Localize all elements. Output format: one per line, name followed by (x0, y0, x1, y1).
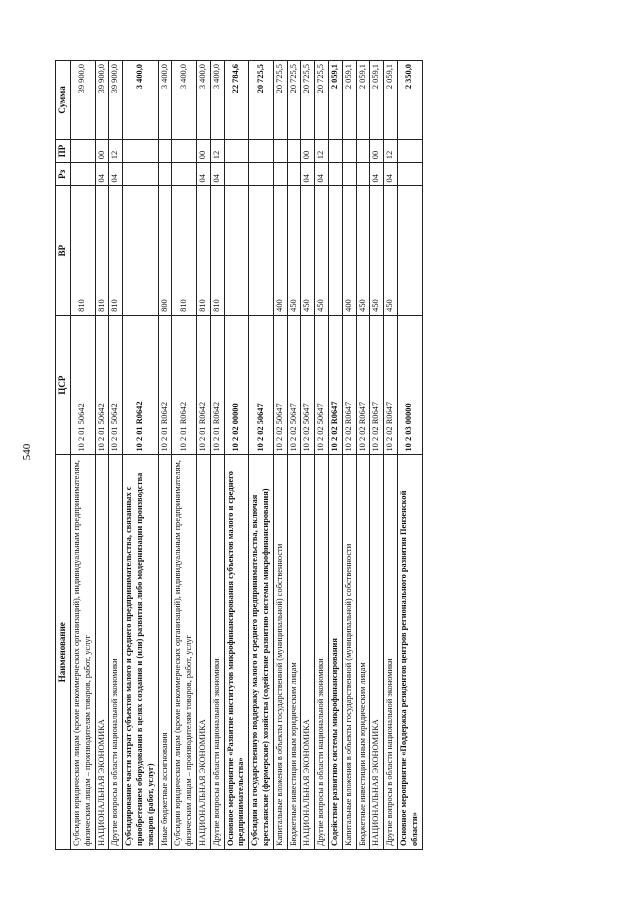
cell-pr (172, 139, 197, 162)
cell-name: Субсидирование части затрат субъектов малого и среднего предпринимательства, связанных с приобретением оборудования в целях создания и (или) развития либо модернизации производства товаров (работ, услуг) (123, 455, 158, 850)
cell-pr (249, 139, 274, 162)
cell-csr: 10 2 01 50642 (109, 315, 123, 455)
cell-vr: 450 (384, 186, 398, 315)
cell-vr: 450 (315, 186, 329, 315)
cell-name: Бюджетные инвестиции иным юридическим лицам (287, 455, 301, 850)
cell-name: НАЦИОНАЛЬНАЯ ЭКОНОМИКА (196, 455, 210, 850)
cell-vr (123, 186, 158, 315)
cell-csr: 10 2 01 50642 (95, 315, 109, 455)
cell-rz (224, 163, 249, 186)
cell-pr: 12 (384, 139, 398, 162)
cell-pr (71, 139, 96, 162)
cell-csr: 10 2 01 R0642 (210, 315, 224, 455)
table-row (301, 61, 315, 850)
table-row (224, 61, 249, 850)
cell-name: Другие вопросы в области национальной экономики (315, 455, 329, 850)
cell-sum: 3 400,0 (210, 61, 224, 140)
budget-table-container (55, 60, 585, 850)
cell-name: Основное мероприятие «Поддержка резидентов центров регионального развития Пензенской области» (397, 455, 422, 850)
cell-vr (249, 186, 274, 315)
cell-name: НАЦИОНАЛЬНАЯ ЭКОНОМИКА (301, 455, 315, 850)
header-csr: ЦСР (56, 315, 71, 455)
cell-csr: 10 2 01 50642 (71, 315, 96, 455)
cell-rz (356, 163, 370, 186)
cell-rz: 04 (384, 163, 398, 186)
cell-rz (158, 163, 172, 186)
cell-sum: 20 725,5 (301, 61, 315, 140)
header-pr: ПР (56, 139, 71, 162)
cell-rz (71, 163, 96, 186)
cell-sum: 2 059,1 (328, 61, 342, 140)
table-row (95, 61, 109, 850)
header-name: Наименование (56, 455, 71, 850)
cell-csr: 10 2 02 50647 (249, 315, 274, 455)
table-body (71, 61, 423, 850)
cell-sum: 2 059,1 (356, 61, 370, 140)
cell-pr (287, 139, 301, 162)
cell-vr (397, 186, 422, 315)
cell-name: Другие вопросы в области национальной экономики (384, 455, 398, 850)
cell-csr: 10 2 02 50647 (273, 315, 287, 455)
cell-name: Иные бюджетные ассигнования (158, 455, 172, 850)
cell-pr (273, 139, 287, 162)
cell-csr: 10 2 02 R0647 (384, 315, 398, 455)
header-rz: Рз (56, 163, 71, 186)
cell-csr: 10 2 01 R0642 (123, 315, 158, 455)
cell-pr (397, 139, 422, 162)
cell-sum: 2 350,0 (397, 61, 422, 140)
cell-rz: 04 (301, 163, 315, 186)
cell-vr: 400 (273, 186, 287, 315)
cell-csr: 10 2 02 00000 (224, 315, 249, 455)
cell-name: Капитальные вложения в объекты государственной (муниципальной) собственности (342, 455, 356, 850)
table-row (172, 61, 197, 850)
table-row (273, 61, 287, 850)
table-row (370, 61, 384, 850)
table-row (328, 61, 342, 850)
cell-vr: 450 (287, 186, 301, 315)
cell-vr: 810 (71, 186, 96, 315)
cell-sum: 2 059,1 (342, 61, 356, 140)
cell-sum: 20 725,5 (249, 61, 274, 140)
cell-sum: 39 900,0 (109, 61, 123, 140)
cell-rz (328, 163, 342, 186)
cell-csr: 10 2 02 R0647 (328, 315, 342, 455)
cell-csr: 10 2 02 50647 (301, 315, 315, 455)
table-row (342, 61, 356, 850)
cell-rz: 04 (109, 163, 123, 186)
cell-vr: 810 (95, 186, 109, 315)
cell-vr: 800 (158, 186, 172, 315)
cell-pr: 00 (95, 139, 109, 162)
cell-name: Бюджетные инвестиции иным юридическим лицам (356, 455, 370, 850)
cell-sum: 3 400,0 (196, 61, 210, 140)
cell-csr: 10 2 02 R0647 (356, 315, 370, 455)
cell-pr: 00 (196, 139, 210, 162)
header-vr: ВР (56, 186, 71, 315)
cell-vr: 810 (210, 186, 224, 315)
cell-rz: 04 (196, 163, 210, 186)
cell-pr (158, 139, 172, 162)
cell-pr: 00 (370, 139, 384, 162)
cell-csr: 10 2 02 50647 (287, 315, 301, 455)
cell-rz (273, 163, 287, 186)
cell-sum: 20 725,5 (273, 61, 287, 140)
cell-sum: 2 059,1 (384, 61, 398, 140)
header-sum: Сумма (56, 61, 71, 140)
cell-rz (172, 163, 197, 186)
table-row (287, 61, 301, 850)
cell-vr (328, 186, 342, 315)
cell-pr (328, 139, 342, 162)
cell-rz (249, 163, 274, 186)
cell-pr (342, 139, 356, 162)
cell-vr: 810 (172, 186, 197, 315)
cell-name: Содействие развитию системы микрофинансирования (328, 455, 342, 850)
cell-name: Капитальные вложения в объекты государственной (муниципальной) собственности (273, 455, 287, 850)
cell-sum: 39 900,0 (95, 61, 109, 140)
table-row (397, 61, 422, 850)
cell-pr: 12 (210, 139, 224, 162)
table-row (158, 61, 172, 850)
cell-csr: 10 2 01 R0642 (172, 315, 197, 455)
cell-name: Субсидии юридическим лицам (кроме некоммерческих организаций), индивидуальным предпринимателям, физическим лицам – производителям товаров, работ, услуг (71, 455, 96, 850)
table-row (249, 61, 274, 850)
table-row (196, 61, 210, 850)
cell-name: Другие вопросы в области национальной экономики (109, 455, 123, 850)
cell-sum: 3 400,0 (123, 61, 158, 140)
table-row (123, 61, 158, 850)
page-number: 540 (21, 443, 33, 461)
cell-csr: 10 2 01 R0642 (196, 315, 210, 455)
cell-rz: 04 (210, 163, 224, 186)
table-row (71, 61, 96, 850)
cell-vr (224, 186, 249, 315)
table-row (109, 61, 123, 850)
cell-rz: 04 (315, 163, 329, 186)
cell-sum: 39 900,0 (71, 61, 96, 140)
table-row (384, 61, 398, 850)
cell-rz: 04 (95, 163, 109, 186)
table-header-row (56, 61, 71, 850)
cell-rz (397, 163, 422, 186)
cell-csr: 10 2 03 00000 (397, 315, 422, 455)
cell-pr: 00 (301, 139, 315, 162)
cell-name: НАЦИОНАЛЬНАЯ ЭКОНОМИКА (95, 455, 109, 850)
cell-pr (123, 139, 158, 162)
cell-vr: 810 (196, 186, 210, 315)
cell-vr: 450 (356, 186, 370, 315)
cell-vr: 810 (109, 186, 123, 315)
table-row (356, 61, 370, 850)
cell-vr: 400 (342, 186, 356, 315)
cell-vr: 450 (370, 186, 384, 315)
table-row (210, 61, 224, 850)
cell-pr: 12 (315, 139, 329, 162)
cell-name: Субсидии юридическим лицам (кроме некоммерческих организаций), индивидуальным предпринимателям, физическим лицам – производителям товаров, работ, услуг (172, 455, 197, 850)
cell-csr: 10 2 02 R0647 (342, 315, 356, 455)
cell-name: Субсидии на государственную поддержку малого и среднего предпринимательства, включая крестьянские (фермерские) хозяйства (содействие развитию системы микрофинансирования) (249, 455, 274, 850)
cell-pr (224, 139, 249, 162)
cell-sum: 2 059,1 (370, 61, 384, 140)
cell-rz: 04 (370, 163, 384, 186)
table-row (315, 61, 329, 850)
budget-table (55, 60, 423, 850)
cell-sum: 20 725,5 (315, 61, 329, 140)
cell-name: Другие вопросы в области национальной экономики (210, 455, 224, 850)
cell-csr: 10 2 02 50647 (315, 315, 329, 455)
cell-csr: 10 2 01 R0642 (158, 315, 172, 455)
cell-sum: 3 400,0 (158, 61, 172, 140)
cell-name: НАЦИОНАЛЬНАЯ ЭКОНОМИКА (370, 455, 384, 850)
cell-csr: 10 2 02 R0647 (370, 315, 384, 455)
cell-rz (342, 163, 356, 186)
cell-vr: 450 (301, 186, 315, 315)
cell-sum: 22 784,6 (224, 61, 249, 140)
cell-sum: 3 400,0 (172, 61, 197, 140)
cell-name: Основное мероприятие «Развитие институтов микрофинансирования субъектов малого и среднего предпринимательства» (224, 455, 249, 850)
cell-rz (287, 163, 301, 186)
cell-pr (356, 139, 370, 162)
cell-rz (123, 163, 158, 186)
cell-sum: 20 725,5 (287, 61, 301, 140)
cell-pr: 12 (109, 139, 123, 162)
